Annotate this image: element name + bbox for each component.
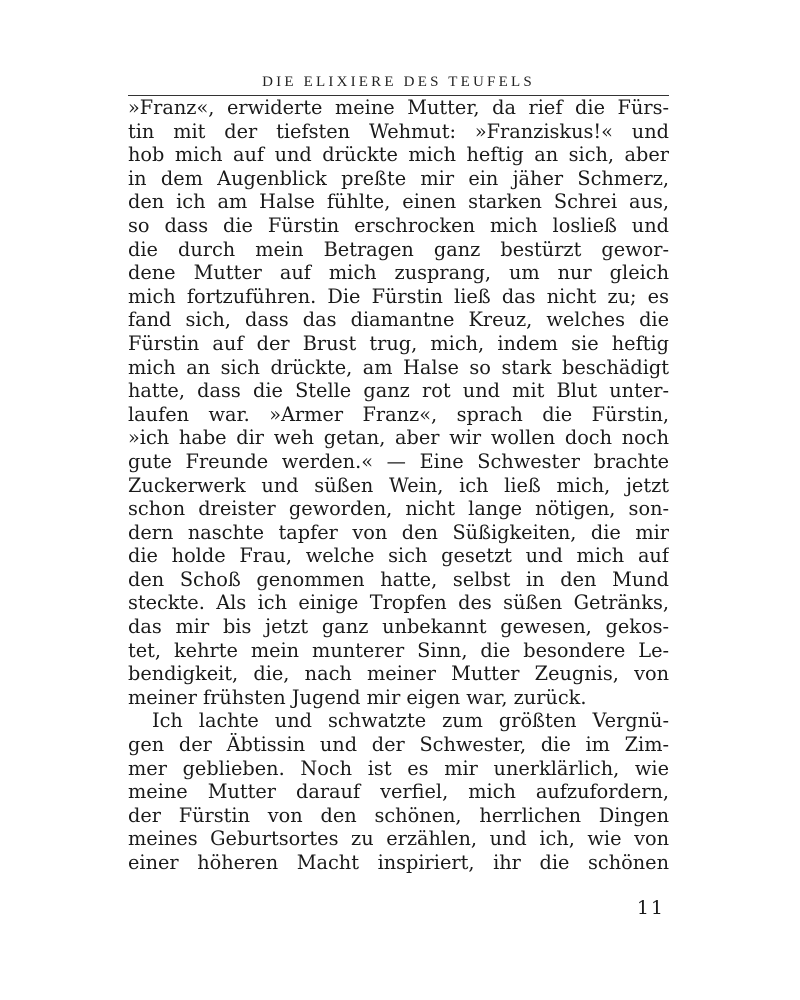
paragraph-start-line: Ich lachte und schwatzte zum größten Vergnü- [152,709,669,733]
text-line: fand sich, dass das diamantne Kreuz, welches die [128,308,669,332]
text-line: dene Mutter auf mich zusprang, um nur gleich [128,261,669,285]
text-line: hatte, dass die Stelle ganz rot und mit Blut unter- [128,379,669,403]
text-line: das mir bis jetzt ganz unbekannt gewesen, gekos- [128,615,669,639]
text-line: in dem Augenblick preßte mir ein jäher Schmerz, [128,166,669,190]
text-line: der Fürstin von den schönen, herrlichen Dingen [128,803,669,827]
text-line: so dass die Fürstin erschrocken mich losließ und [128,213,669,237]
text-line: den Schoß genommen hatte, selbst in den Mund [128,567,669,591]
text-line: »ich habe dir weh getan, aber wir wollen doch noch [128,426,669,450]
text-line: »Franz«, erwiderte meine Mutter, da rief die Fürs- [128,96,669,119]
running-head: DIE ELIXIERE DES TEUFELS [262,74,535,90]
text-line: laufen war. »Armer Franz«, sprach die Fürstin, [128,402,669,426]
text-line: meine Mutter darauf verfiel, mich aufzufordern, [128,780,669,804]
text-line: gen der Äbtissin und der Schwester, die im Zim- [128,733,669,757]
text-line: schon dreister geworden, nicht lange nötigen, son- [128,497,669,521]
paragraph-end-line: meiner frühsten Jugend mir eigen war, zurück. [128,685,587,709]
text-line: steckte. Als ich einige Tropfen des süßen Getränks, [128,591,669,615]
text-line: hob mich auf und drückte mich heftig an sich, aber [128,143,669,167]
text-line: die holde Frau, welche sich gesetzt und mich auf [128,544,669,568]
text-line: den ich am Halse fühlte, einen starken Schrei aus, [128,190,669,214]
text-line: tin mit der tiefsten Wehmut: »Franziskus!« und [128,119,669,143]
text-line: mich fortzuführen. Die Fürstin ließ das nicht zu; es [128,284,669,308]
text-line: Zuckerwerk und süßen Wein, ich ließ mich, jetzt [128,473,669,497]
text-line: mer geblieben. Noch ist es mir unerklärlich, wie [128,756,669,780]
text-line: die durch mein Betragen ganz bestürzt gewor- [128,237,669,261]
text-line: meines Geburtsortes zu erzählen, und ich, wie von [128,827,669,851]
text-line: dern naschte tapfer von den Süßigkeiten, die mir [128,520,669,544]
text-line: Fürstin auf der Brust trug, mich, indem sie heftig [128,331,669,355]
page-number: 11 [636,897,665,919]
text-line: einer höheren Macht inspiriert, ihr die schönen [128,851,669,874]
text-line: bendigkeit, die, nach meiner Mutter Zeugnis, von [128,662,669,686]
text-line: tet, kehrte mein munterer Sinn, die besondere Le- [128,638,669,662]
body-text [128,96,669,875]
text-line: mich an sich drückte, am Halse so stark beschädigt [128,355,669,379]
book-page [128,0,669,1000]
text-line: gute Freunde werden.« — Eine Schwester brachte [128,449,669,473]
